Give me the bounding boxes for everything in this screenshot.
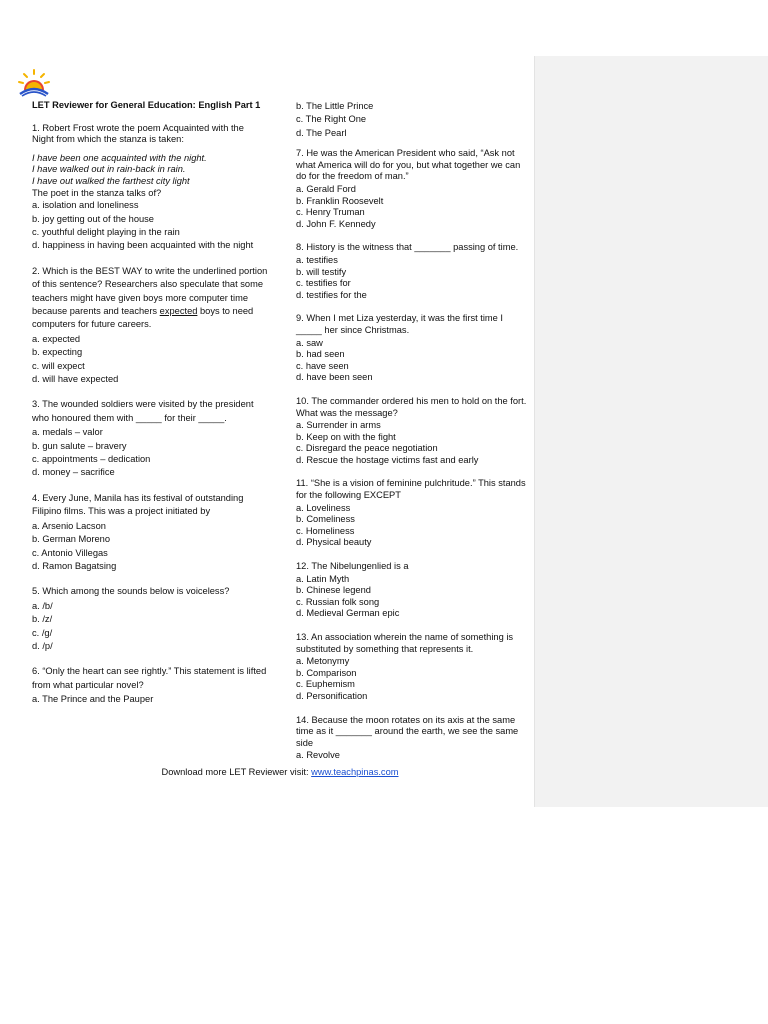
option: a. Loveliness	[296, 502, 351, 513]
option: c. will expect	[32, 360, 85, 371]
option: c. Henry Truman	[296, 207, 365, 218]
question-1	[32, 123, 268, 253]
question-prompt: The poet in the stanza talks of?	[32, 187, 162, 198]
question-stem: 13. An association wherein the name of something is substituted by something that represents it.	[296, 632, 514, 654]
option: a. Revolve	[296, 750, 340, 761]
option: d. Medieval German epic	[296, 608, 400, 619]
option: c. appointments – dedication	[32, 454, 151, 465]
footer-text: Download more LET Reviewer visit:	[161, 767, 312, 777]
question-stem: 6. “Only the heart can see rightly.” This statement is lifted from what particular novel?	[32, 666, 267, 690]
option: b. expecting	[32, 347, 83, 358]
option: b. joy getting out of the house	[32, 213, 154, 224]
option: a. isolation and loneliness	[32, 200, 139, 211]
option: c. youthful delight playing in the rain	[32, 226, 180, 237]
question-6-continued	[296, 100, 530, 140]
option: a. /b/	[32, 600, 53, 611]
option: a. testifies	[296, 254, 338, 265]
option: d. will have expected	[32, 374, 119, 385]
question-10	[296, 396, 530, 467]
footer-link[interactable]: www.teachpinas.com	[311, 767, 399, 777]
option: a. Latin Myth	[296, 573, 350, 584]
option: b. German Moreno	[32, 534, 111, 545]
page-footer	[0, 767, 560, 777]
question-14	[296, 715, 530, 762]
option: b. Comeliness	[296, 514, 355, 525]
question-8	[296, 242, 530, 301]
option: d. money – sacrifice	[32, 467, 115, 478]
option: d. have been seen	[296, 372, 373, 383]
option: a. expected	[32, 333, 81, 344]
underlined-word: expected	[159, 306, 198, 316]
option: b. will testify	[296, 266, 347, 277]
option: d. Ramon Bagatsing	[32, 560, 117, 571]
sun-logo-icon	[16, 68, 50, 98]
question-stem: 11. “She is a vision of feminine pulchritude.” This stands for the following EXCEPT	[296, 478, 526, 501]
question-stem: 4. Every June, Manila has its festival of outstanding Filipino films. This was a project initiated by	[32, 492, 244, 517]
question-6	[32, 665, 268, 706]
question-stem: 9. When I met Liza yesterday, it was the first time I _____ her since Christmas.	[296, 313, 504, 335]
question-2	[32, 265, 268, 387]
question-7	[296, 148, 530, 230]
question-stem: 14. Because the moon rotates on its axis at the same time as it _______ around the earth, we see the same side	[296, 714, 519, 748]
question-stem: 3. The wounded soldiers were visited by the president who honoured them with _____ for their _____.	[32, 399, 254, 423]
option: c. Antonio Villegas	[32, 547, 108, 558]
option: b. /z/	[32, 614, 53, 625]
question-stem: 10. The commander ordered his men to hold on the fort. What was the message?	[296, 395, 527, 418]
option: c. /g/	[32, 627, 53, 638]
comment-sidebar	[534, 56, 768, 807]
page-title: LET Reviewer for General Education: English Part 1	[32, 100, 261, 110]
question-13	[296, 632, 530, 703]
question-stem: 1. Robert Frost wrote the poem Acquainted with the Night from which the stanza is taken:	[32, 122, 244, 145]
option: d. John F. Kennedy	[296, 218, 376, 229]
option: c. The Right One	[296, 114, 367, 125]
option: d. testifies for the	[296, 289, 367, 300]
question-stem: 12. The Nibelungenlied is a	[296, 561, 409, 572]
option: d. Rescue the hostage victims fast and early	[296, 454, 479, 465]
question-stem	[32, 265, 268, 332]
verse-line: I have out walked the farthest city light	[32, 175, 190, 186]
option: b. Franklin Roosevelt	[296, 195, 384, 206]
right-column	[296, 100, 530, 774]
option: c. have seen	[296, 360, 349, 371]
option: c. Homeliness	[296, 525, 355, 536]
option: a. Gerald Ford	[296, 184, 356, 194]
question-stem: 5. Which among the sounds below is voiceless?	[32, 586, 230, 597]
option: a. The Prince and the Pauper	[32, 694, 154, 705]
option: d. The Pearl	[296, 127, 347, 138]
question-9	[296, 313, 530, 384]
question-stem: 7. He was the American President who said, “Ask not what America will do for you, but what together we can do for the freedom of man.”	[296, 148, 521, 182]
stem-part: boys to need computers for future careers.	[32, 306, 254, 330]
stem-part: 2. Which is the BEST WAY to write the underlined portion of this sentence? Researchers also speculate that some teachers might have given boys more computer time because parents and teachers	[32, 265, 268, 316]
option: b. Keep on with the fight	[296, 431, 396, 442]
option: b. The Little Prince	[296, 101, 374, 111]
option: c. testifies for	[296, 278, 351, 289]
option: a. saw	[296, 337, 323, 348]
option: b. had seen	[296, 349, 345, 360]
option: b. Chinese legend	[296, 585, 371, 596]
option: a. Arsenio Lacson	[32, 520, 106, 531]
question-12	[296, 561, 530, 620]
left-column	[32, 100, 268, 719]
question-5	[32, 585, 268, 653]
option: b. Comparison	[296, 667, 357, 678]
option: a. medals – valor	[32, 427, 103, 438]
option: d. Personification	[296, 690, 368, 701]
option: d. happiness in having been acquainted with the night	[32, 240, 254, 251]
option: d. Physical beauty	[296, 537, 372, 548]
verse-line: I have been one acquainted with the night.	[32, 152, 207, 163]
question-11	[296, 478, 530, 549]
option: a. Metonymy	[296, 656, 350, 667]
option: d. /p/	[32, 640, 53, 651]
option: c. Euphemism	[296, 679, 355, 690]
question-stem: 8. History is the witness that _______ passing of time.	[296, 242, 519, 253]
option: b. gun salute – bravery	[32, 440, 127, 451]
question-3	[32, 398, 268, 479]
option: a. Surrender in arms	[296, 420, 381, 431]
option: c. Russian folk song	[296, 596, 380, 607]
option: c. Disregard the peace negotiation	[296, 443, 438, 454]
verse-line: I have walked out in rain-back in rain.	[32, 164, 186, 175]
question-4	[32, 492, 268, 573]
